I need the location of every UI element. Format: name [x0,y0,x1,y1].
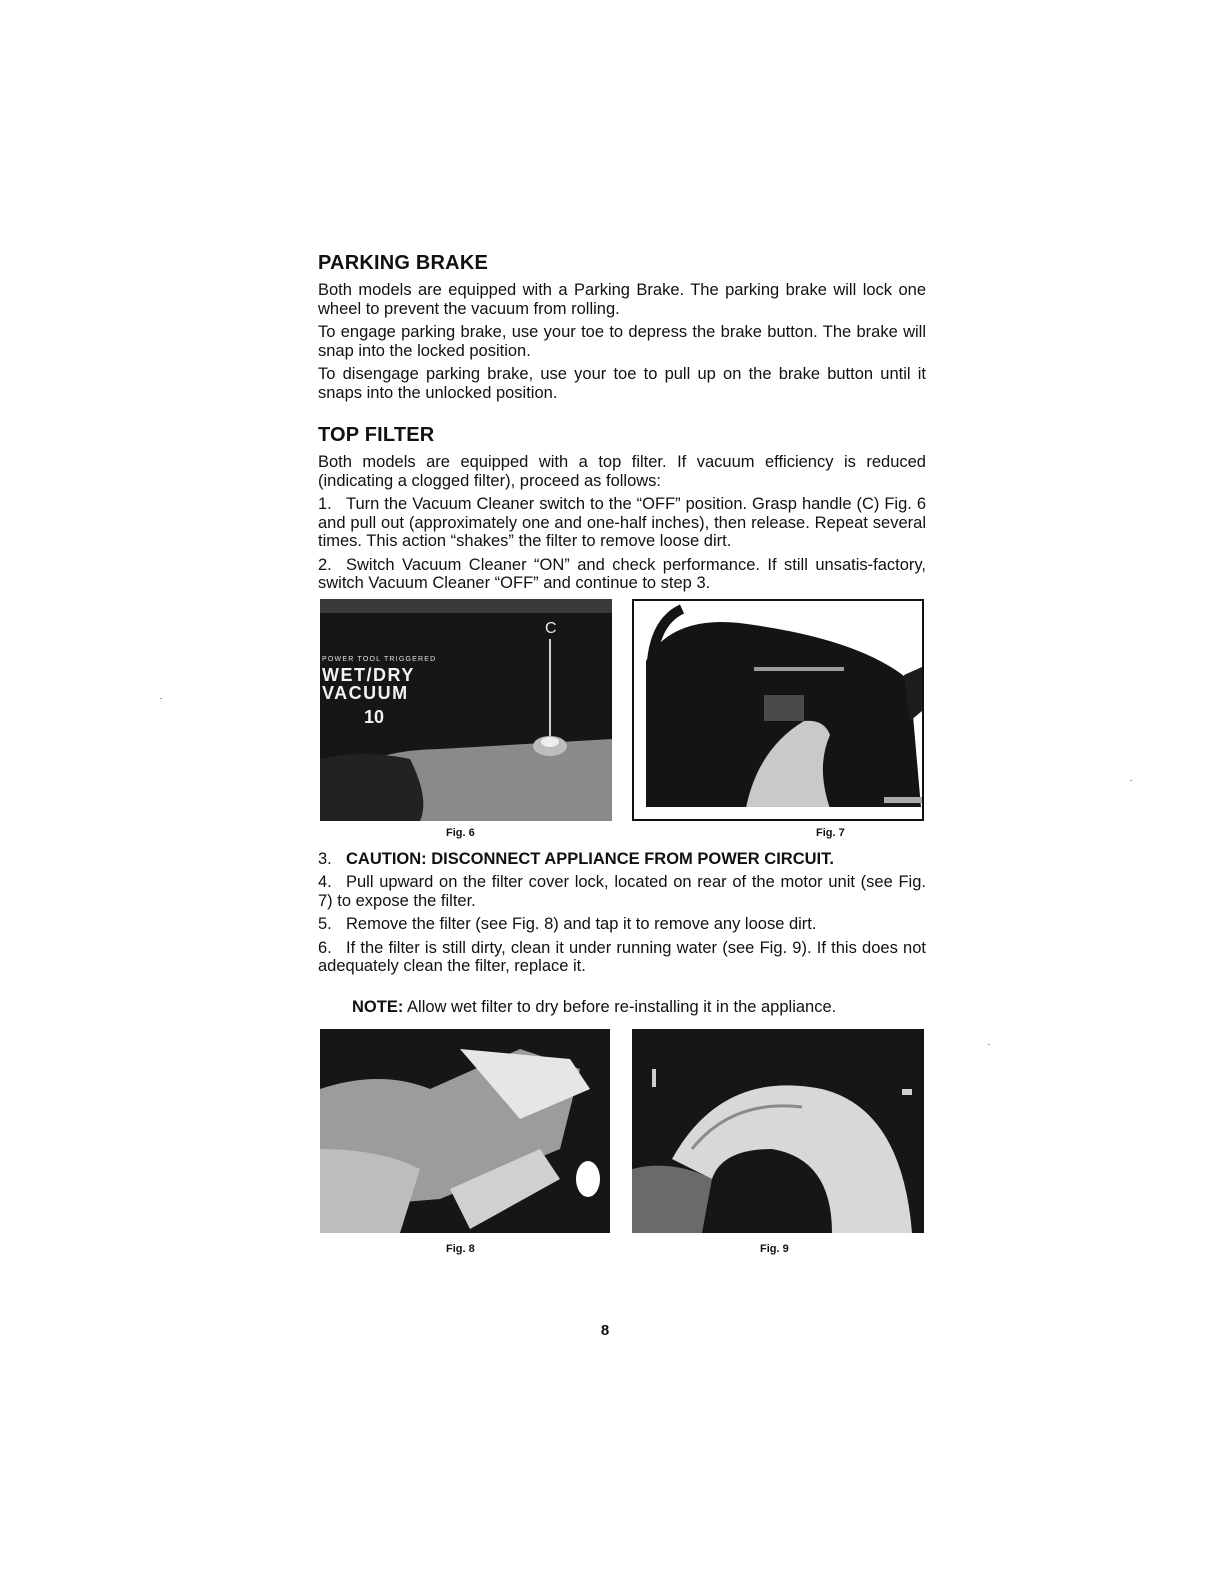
step-text: If the filter is still dirty, clean it under running water (see Fig. 9). If this does not adequately clean the filter, replace it. [318,938,926,975]
paragraph: To engage parking brake, use your toe to depress the brake button. The brake will snap into the locked position. [318,323,926,360]
fig6-line2: VACUUM [322,682,409,703]
step-item [318,850,926,869]
step-text: Turn the Vacuum Cleaner switch to the “OFF” position. Grasp handle (C) Fig. 6 and pull out (approximately one and one-half inches), then release. Repeat several times. This action “shakes” the filter to remove loose dirt. [318,495,926,550]
handle-label-c: C [545,619,557,637]
step-item [318,939,926,976]
note [352,998,926,1017]
figure-caption: Fig. 7 [816,826,845,839]
scan-speck [1130,780,1132,781]
caution-text: CAUTION: DISCONNECT APPLIANCE FROM POWER CIRCUIT. [346,849,834,868]
scan-speck [988,1044,990,1045]
paragraph: Both models are equipped with a Parking Brake. The parking brake will lock one wheel to prevent the vacuum from rolling. [318,281,926,318]
step-number: 2. [318,555,332,574]
page-content [318,252,926,1279]
figure-7-image [632,599,924,821]
paragraph: Both models are equipped with a top filter. If vacuum efficiency is reduced (indicating a clogged filter), proceed as follows: [318,453,926,490]
parking-brake-section [318,252,926,402]
page-number: 8 [600,1322,610,1339]
fig6-number: 10 [364,706,385,727]
section-title: PARKING BRAKE [318,252,489,274]
step-item [318,873,926,910]
remove-filter-illustration [320,1029,612,1233]
step-text: Switch Vacuum Cleaner “ON” and check performance. If still unsatis-factory, switch Vacuum Cleaner “OFF” and continue to step 3. [318,555,926,592]
step-item [318,556,926,593]
step-item [318,915,926,934]
scan-speck [160,698,162,699]
fig6-small-text: POWER TOOL TRIGGERED [322,655,437,663]
fig6-line1: WET/DRY [322,664,415,685]
paragraph: To disengage parking brake, use your toe to pull up on the brake button until it snaps into the unlocked position. [318,365,926,402]
step-number: 6. [318,938,332,957]
vacuum-handle-illustration [320,599,612,821]
note-label: NOTE: [352,997,404,1016]
step-number: 1. [318,495,332,513]
figure-8-image [320,1029,612,1233]
figure-9-image [632,1029,924,1233]
step-item [318,495,926,551]
step-number: 3. [318,849,332,868]
filter-cover-lock-illustration [634,601,922,819]
section-title: TOP FILTER [318,424,435,446]
figure-row-6-7 [318,599,926,844]
step-text: Pull upward on the filter cover lock, located on rear of the motor unit (see Fig. 7) to expose the filter. [318,873,926,910]
step-number: 4. [318,873,332,891]
figure-6-image [320,599,612,821]
wash-filter-illustration [632,1029,924,1233]
figure-caption: Fig. 6 [446,826,475,839]
figure-caption: Fig. 8 [446,1242,475,1255]
figure-caption: Fig. 9 [760,1242,789,1255]
step-text: Remove the filter (see Fig. 8) and tap it to remove any loose dirt. [346,915,817,933]
step-number: 5. [318,915,332,933]
top-filter-section [318,424,926,1279]
figure-row-8-9 [318,1029,926,1279]
note-text: Allow wet filter to dry before re-installing it in the appliance. [403,997,837,1016]
